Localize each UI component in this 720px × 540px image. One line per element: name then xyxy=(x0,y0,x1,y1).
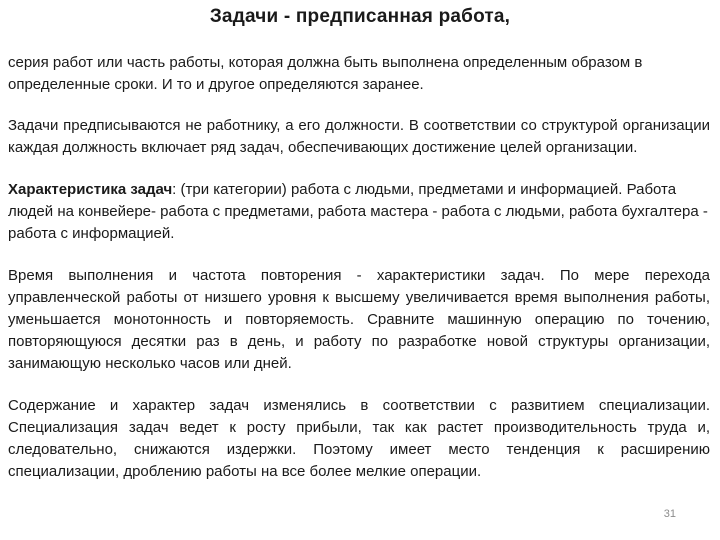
characteristics-label: Характеристика задач xyxy=(8,181,173,198)
definition-paragraph: серия работ или часть работы, которая должна быть выполнена определенным образом в определенные сроки. И то и другое определяются заранее. xyxy=(8,54,643,93)
slide-content xyxy=(8,52,710,483)
assignment-paragraph: Задачи предписываются не работнику, а его должности. В соответствии со структурой организации каждая должность включает ряд задач, обеспечивающих достижение целей организации. xyxy=(8,117,710,156)
time-frequency-paragraph: Время выполнения и частота повторения - характеристики задач. По мере перехода управленческой работы от низшего уровня к высшему увеличивается время выполнения работы, уменьшается монотонность и повторяемость. Сравните машинную операцию по точению, повторяющуюся десятки раз в день, и работу по разработке новой структуры организации, занимающую несколько часов или дней. xyxy=(8,267,710,372)
page-number: 31 xyxy=(663,508,676,520)
characteristics-text: : (три категории) работа с людьми, предметами и информацией. Работа людей на конвейере- работа с предметами, работа мастера - работа с людьми, работа бухгалтера - работа с информацией. xyxy=(8,181,708,242)
slide-title: Задачи - предписанная работа, xyxy=(209,6,511,27)
content-change-paragraph: Содержание и характер задач изменялись в соответствии с развитием специализации. Специализация задач ведет к росту прибыли, так как растет производительность труда и, следовательно, снижаются издержки. Поэтому имеет место тенденция к расширению специализации, дроблению работы на все более мелкие операции. xyxy=(8,397,710,480)
characteristics-paragraph xyxy=(8,179,710,245)
